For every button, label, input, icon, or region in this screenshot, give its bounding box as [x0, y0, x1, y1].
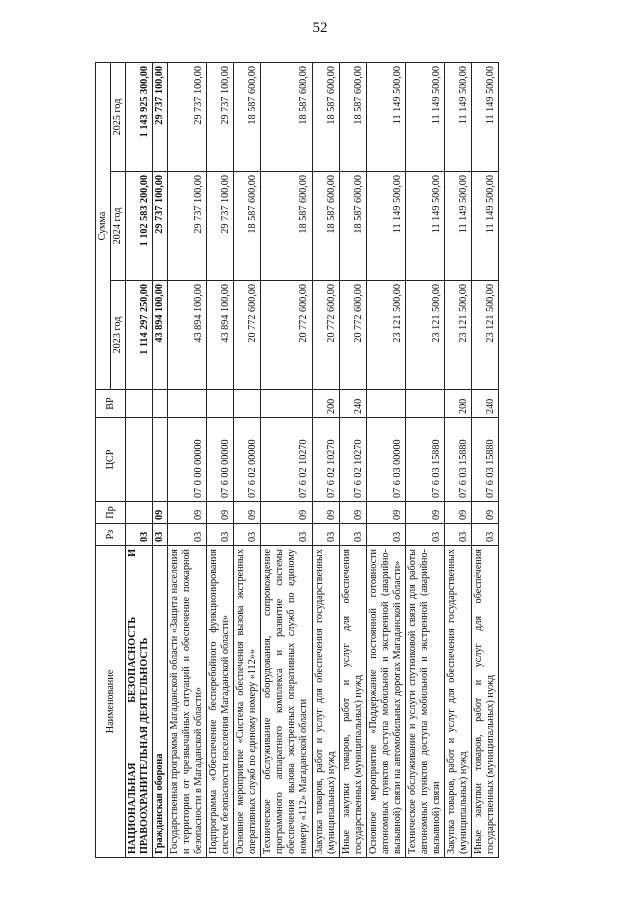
row-sum-2024: 18 587 600,00 [234, 172, 261, 281]
row-vr [366, 390, 405, 418]
row-rz: 03 [261, 524, 312, 546]
row-sum-2024: 1 102 583 200,00 [126, 172, 153, 281]
row-rz: 03 [207, 524, 234, 546]
table-row [471, 63, 498, 858]
table-row [405, 63, 444, 858]
row-pr: 09 [366, 502, 405, 524]
row-name: Техническое обслуживание и услуги спутниковой связи для работы автономных пунктов доступа мобильной и экстренной (аварийно-вызывной) связи [405, 546, 444, 858]
row-sum-2024: 11 149 500,00 [366, 172, 405, 281]
header-rz: Рз [96, 524, 126, 546]
row-name: Государственная программа Магаданской области «Защита населения и территории от чрезвычайных ситуаций и обеспечение пожарной безопасности в Магаданской области» [168, 546, 207, 858]
row-pr: 09 [261, 502, 312, 524]
row-rz: 03 [234, 524, 261, 546]
row-vr [234, 390, 261, 418]
row-sum-2025: 18 587 600,00 [339, 63, 366, 172]
row-rz: 03 [339, 524, 366, 546]
row-name: НАЦИОНАЛЬНАЯ БЕЗОПАСНОСТЬ И ПРАВООХРАНИТЕЛЬНАЯ ДЕЯТЕЛЬНОСТЬ [126, 546, 153, 858]
row-vr: 200 [444, 390, 471, 418]
row-pr: 09 [153, 502, 168, 524]
row-pr [126, 502, 153, 524]
row-name: Техническое обслуживание оборудования, сопровождение программного аппаратного комплекса и развитие системы обеспечения вызова экстренных оперативных служб по единому номеру «112» Магаданской области [261, 546, 312, 858]
row-vr [168, 390, 207, 418]
row-sum-2025: 18 587 600,00 [312, 63, 339, 172]
row-sum-2023: 20 772 600,00 [312, 281, 339, 390]
row-csr: 07 6 02 00000 [234, 418, 261, 502]
row-sum-2023: 43 894 100,00 [207, 281, 234, 390]
row-sum-2023: 20 772 600,00 [234, 281, 261, 390]
row-sum-2025: 11 149 500,00 [366, 63, 405, 172]
table-row [153, 63, 168, 858]
row-vr: 200 [312, 390, 339, 418]
row-vr [405, 390, 444, 418]
rotated-table-container [95, 63, 605, 858]
row-sum-2024: 29 737 100,00 [153, 172, 168, 281]
row-name: Подпрограмма «Обеспечение бесперебойного функционирования систем безопасности населения Магаданской области» [207, 546, 234, 858]
row-csr: 07 6 03 15880 [405, 418, 444, 502]
table-row [207, 63, 234, 858]
page-number: 52 [312, 20, 328, 36]
row-csr: 07 6 03 00000 [366, 418, 405, 502]
row-sum-2023: 20 772 600,00 [339, 281, 366, 390]
table-row [366, 63, 405, 858]
row-sum-2024: 11 149 500,00 [444, 172, 471, 281]
row-name: Основное мероприятие «Поддержание постоянной готовности автономных пунктов доступа мобильной и экстренной (аварийно-вызывной) связи на автомобильных дорогах Магаданской области» [366, 546, 405, 858]
row-pr: 09 [405, 502, 444, 524]
row-sum-2025: 11 149 500,00 [471, 63, 498, 172]
header-2023: 2023 год [111, 281, 126, 390]
row-sum-2024: 18 587 600,00 [312, 172, 339, 281]
row-name: Основное мероприятие «Система обеспечения вызова экстренных оперативных служб по единому номеру «112»» [234, 546, 261, 858]
row-csr: 07 6 02 10270 [312, 418, 339, 502]
row-sum-2023: 23 121 500,00 [405, 281, 444, 390]
row-vr: 240 [339, 390, 366, 418]
header-name: Наименование [96, 546, 126, 858]
row-name: Иные закупки товаров, работ и услуг для обеспечения государственных (муниципальных) нужд [339, 546, 366, 858]
table-row [126, 63, 153, 858]
row-csr: 07 0 00 00000 [168, 418, 207, 502]
row-sum-2023: 1 114 297 250,00 [126, 281, 153, 390]
table-row [444, 63, 471, 858]
row-name: Закупка товаров, работ и услуг для обеспечения государственных (муниципальных) нужд [444, 546, 471, 858]
row-vr [207, 390, 234, 418]
row-pr: 09 [444, 502, 471, 524]
row-csr: 07 6 02 10270 [261, 418, 312, 502]
row-pr: 09 [168, 502, 207, 524]
table-row [339, 63, 366, 858]
table-row [312, 63, 339, 858]
row-sum-2023: 23 121 500,00 [471, 281, 498, 390]
row-vr [153, 390, 168, 418]
row-sum-2024: 11 149 500,00 [471, 172, 498, 281]
row-csr [126, 418, 153, 502]
row-rz: 03 [168, 524, 207, 546]
budget-table [95, 62, 499, 858]
row-sum-2024: 11 149 500,00 [405, 172, 444, 281]
row-csr: 07 6 00 00000 [207, 418, 234, 502]
header-sum: Сумма [96, 63, 111, 390]
header-csr: ЦСР [96, 418, 126, 502]
table-row [234, 63, 261, 858]
row-sum-2025: 11 149 500,00 [444, 63, 471, 172]
row-sum-2025: 1 143 925 300,00 [126, 63, 153, 172]
row-name: Иные закупки товаров, работ и услуг для обеспечения государственных (муниципальных) нужд [471, 546, 498, 858]
row-sum-2024: 18 587 600,00 [261, 172, 312, 281]
row-rz: 03 [444, 524, 471, 546]
row-rz: 03 [471, 524, 498, 546]
row-sum-2023: 43 894 100,00 [153, 281, 168, 390]
row-csr: 07 6 03 15880 [444, 418, 471, 502]
row-sum-2024: 18 587 600,00 [339, 172, 366, 281]
row-pr: 09 [312, 502, 339, 524]
row-vr: 240 [471, 390, 498, 418]
row-sum-2023: 23 121 500,00 [444, 281, 471, 390]
row-vr [126, 390, 153, 418]
header-2025: 2025 год [111, 63, 126, 172]
header-pr: Пр [96, 502, 126, 524]
header-vr: ВР [96, 390, 126, 418]
row-rz: 03 [366, 524, 405, 546]
row-rz: 03 [126, 524, 153, 546]
row-sum-2025: 29 737 100,00 [168, 63, 207, 172]
row-csr: 07 6 03 15880 [471, 418, 498, 502]
row-pr: 09 [339, 502, 366, 524]
row-sum-2023: 43 894 100,00 [168, 281, 207, 390]
row-sum-2025: 18 587 600,00 [261, 63, 312, 172]
row-name: Гражданская оборона [153, 546, 168, 858]
row-sum-2025: 18 587 600,00 [234, 63, 261, 172]
table-row [261, 63, 312, 858]
row-rz: 03 [153, 524, 168, 546]
row-pr: 09 [471, 502, 498, 524]
row-vr [261, 390, 312, 418]
table-row [168, 63, 207, 858]
row-sum-2025: 29 737 100,00 [153, 63, 168, 172]
row-sum-2024: 29 737 100,00 [207, 172, 234, 281]
header-2024: 2024 год [111, 172, 126, 281]
row-sum-2023: 20 772 600,00 [261, 281, 312, 390]
row-csr [153, 418, 168, 502]
row-csr: 07 6 02 10270 [339, 418, 366, 502]
row-pr: 09 [234, 502, 261, 524]
row-sum-2025: 11 149 500,00 [405, 63, 444, 172]
row-rz: 03 [405, 524, 444, 546]
row-sum-2024: 29 737 100,00 [168, 172, 207, 281]
row-name: Закупка товаров, работ и услуг для обеспечения государственных (муниципальных) нужд [312, 546, 339, 858]
row-sum-2025: 29 737 100,00 [207, 63, 234, 172]
row-pr: 09 [207, 502, 234, 524]
row-rz: 03 [312, 524, 339, 546]
row-sum-2023: 23 121 500,00 [366, 281, 405, 390]
table-header-row [96, 63, 111, 858]
